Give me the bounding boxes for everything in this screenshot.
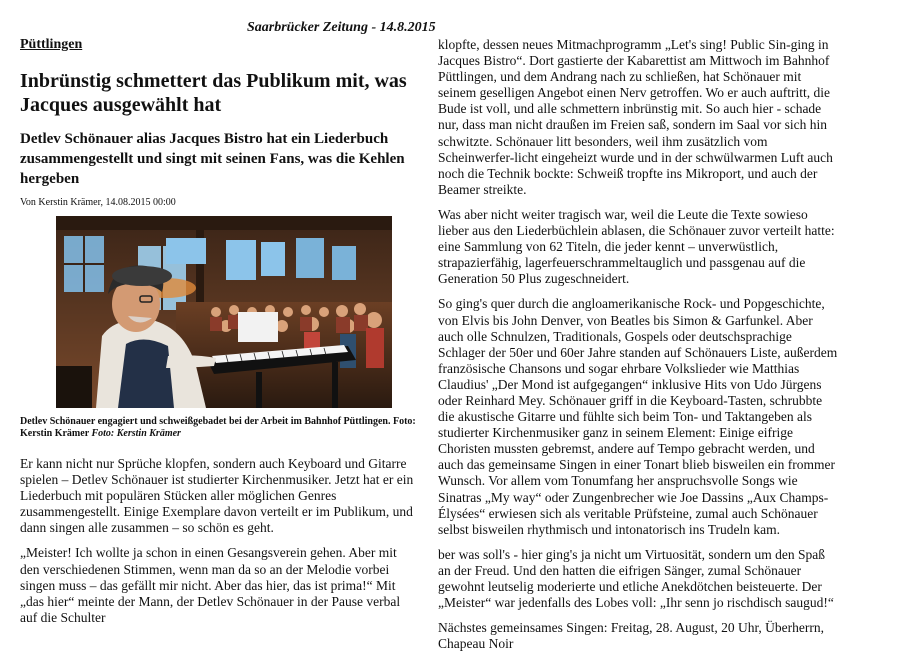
newspaper-masthead: Saarbrücker Zeitung - 14.8.2015 [247, 20, 436, 35]
body-paragraph: Er kann nicht nur Sprüche klopfen, sondern auch Keyboard und Gitarre spielen – Detlev Schönauer ist studierter Kirchenmusiker. Jetzt hat er ein Liederbuch mit populären Stücken aller möglichen Genres zusammengestellt. Einige Exemplare davon verteilt er im Publikum, und dann singen alle zusammen – so schön es geht. [20, 456, 414, 536]
location-label: Püttlingen [20, 37, 83, 52]
body-paragraph: klopfte, dessen neues Mitmachprogramm „Let's sing! Public Sin-ging in Jacques Bistro“. Dort gastierte der Kabarettist am Mittwoch im Bahnhof Püttlingen, und dem Andrang nach zu schließen, hat Schönauer mit seinem geselligen Angebot einen Nerv getroffen. Wo er auch auftritt, die Bude ist voll, und alle schmettern inbrünstig mit. So auch hier - schade nur, dass man nicht draußen im Freien saß, sondern im Saal vor sich hin schwitzte. Schönauer litt besonders, weil ihm zusätzlich vom Scheinwerfer-licht eingeheizt wurde und in der schwülwarmen Luft auch noch die Technik bockte: Schweiß tropfte ins Mikroport, und auch der Beamer streikte. [438, 37, 833, 197]
article-headline: Inbrünstig schmettert das Publikum mit, was Jacques ausgewählt hat [20, 70, 407, 116]
body-paragraph: ber was soll's - hier ging's ja nicht um Virtuosität, sondern um den Spaß an der Freud. Und den hatten die eifrigen Sänger, zumal Schönauer gewohnt leutselig moderierte und etliche Anekdötchen beisteuerte. Der „Meister“ war jedenfalls des Lobes voll: „Ihr senn jo rischdisch saugud!“ [438, 546, 834, 611]
left-column [20, 37, 418, 635]
article-subheadline: Detlev Schönauer alias Jacques Bistro hat ein Liederbuch zusammengestellt und singt mit seinen Fans, was die Kehlen hergeben [20, 131, 405, 187]
concert-photo-illustration [56, 216, 392, 408]
body-paragraph: „Meister! Ich wollte ja schon in einen Gesangsverein gehen. Aber mit den verschiedenen Stimmen, wenn man da so an der Melodie vorbei singen muss – das gefällt mir nicht. Aber das hier, das ist prima!“ Mit „das hier“ meinte der Mann, der Detlev Schönauer in der Pause verbal auf die Schulter [20, 545, 401, 625]
body-paragraph: So ging's quer durch die angloamerikanische Rock- und Popgeschichte, von Elvis bis John Denver, von Beatles bis Simon & Garfunkel. Aber auch olle Schnulzen, Traditionals, Gospels oder deutschsprachige Schlager der 50er und 60er Jahre standen auf Schönauers Liste, außerdem französische Chansons und sogar ehrbare Volkslieder wie Matthias Claudius' „Der Mond ist aufgegangen“ inklusive Hits von Udo Jürgens oder Reinhard Mey. Schönauer griff in die Keyboard-Tasten, schrubbte die akustische Gitarre und fühlte sich beim Ton- und Taktangeben als studierter Kirchenmusiker ganz in seinem Element: Einige eifrige Choristen mussten gebremst, andere auf Tempo gebracht werden, und auch das gemeinsame Singen in einer Tonart blieb bisweilen ein frommer Wunsch. Vor allem vom Tonumfang her anspruchsvolle Songs wie Sinatras „My way“ oder Zungenbrecher wie Joe Dassins „Aux Champs-Élysées“ erwiesen sich als veritable Prüfsteine, zumal auch Schönauer selbst bisweilen rhythmisch und intonatorisch ins Trudeln kam. [438, 296, 838, 537]
event-note: Nächstes gemeinsames Singen: Freitag, 28. August, 20 Uhr, Überherrn, Chapeau Noir [438, 620, 825, 652]
article-photo [56, 216, 392, 408]
body-paragraph: Was aber nicht weiter tragisch war, weil die Leute die Texte sowieso lieber aus den Liederbüchlein ablasen, die Schönauer zuvor verteilt hatte: eine Sammlung von 62 Titeln, die jeder kennt – unverwüstlich, strapazierfähig, lagerfeuerschrammeltauglich und passgenau auf die Generation 50 Plus zugeschneidert. [438, 206, 835, 287]
article-byline: Von Kerstin Krämer, 14.08.2015 00:00 [20, 197, 176, 208]
caption-credit: Foto: Kerstin Krämer [91, 428, 181, 439]
caption-text: Detlev Schönauer engagiert und schweißgebadet bei der Arbeit im Bahnhof Püttlingen. Foto: Kerstin Krämer [20, 416, 416, 439]
photo-caption [20, 416, 418, 440]
right-column [438, 37, 838, 661]
